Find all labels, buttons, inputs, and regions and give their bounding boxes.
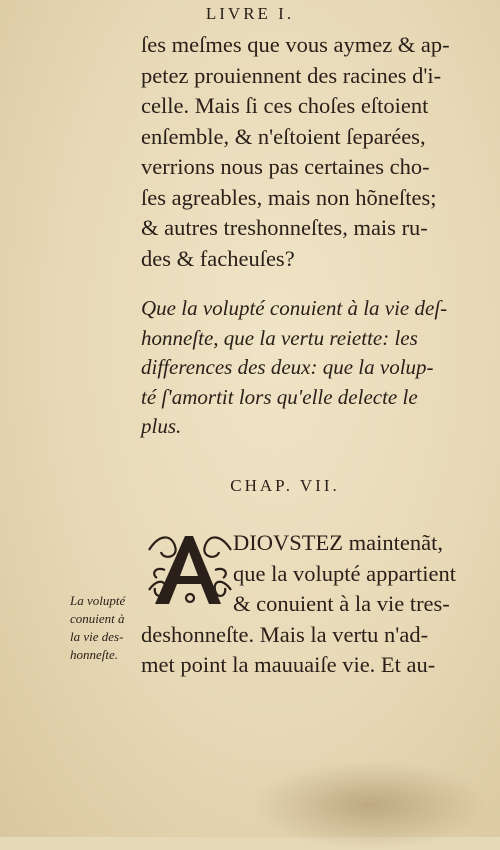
text-line: deshonneſte. Mais la vertu n'ad- bbox=[141, 621, 429, 647]
text-line: ſes agreables, mais non hõneſtes; bbox=[141, 184, 437, 210]
text-line: ſes meſmes que vous aymez & ap- bbox=[141, 32, 450, 57]
text-line: verrions nous pas certaines cho- bbox=[141, 154, 430, 179]
summary-line: honneſte, que la vertu reiette: les bbox=[141, 325, 418, 350]
margin-line: la vie des- bbox=[70, 629, 124, 644]
margin-line: La volupté bbox=[70, 593, 126, 608]
running-header: LIVRE I. bbox=[205, 4, 295, 23]
margin-line: conuient à bbox=[70, 611, 125, 626]
text-line: celle. Mais ſi ces choſes eſtoient bbox=[141, 93, 429, 118]
summary-line: té ſ'amortit lors qu'elle delecte le bbox=[141, 384, 418, 409]
paragraph-continued bbox=[141, 30, 486, 274]
text-line: met point la mauuaiſe vie. Et au- bbox=[141, 652, 436, 677]
summary-line: plus. bbox=[141, 414, 182, 438]
chapter-summary bbox=[141, 294, 491, 442]
margin-line: honneſte. bbox=[70, 647, 119, 662]
text-line: que la volupté appartient bbox=[233, 560, 457, 586]
marginal-note bbox=[70, 592, 144, 664]
summary-line: differences des deux: que la volup- bbox=[141, 355, 434, 379]
text-line: DIOVSTEZ maintenãt, bbox=[233, 530, 443, 555]
text-line: & autres treshonneſtes, mais ru- bbox=[141, 215, 428, 240]
text-line: des & facheuſes? bbox=[141, 245, 295, 271]
chapter-paragraph bbox=[141, 528, 491, 681]
text-line: petez prouiennent des racines d'i- bbox=[141, 62, 442, 88]
text-line: & conuient à la vie tres- bbox=[233, 591, 450, 616]
chapter-heading: CHAP. VII. bbox=[230, 476, 340, 495]
summary-line: Que la volupté conuient à la vie deſ- bbox=[141, 296, 448, 320]
text-line: enſemble, & n'eſtoient ſeparées, bbox=[141, 123, 426, 149]
